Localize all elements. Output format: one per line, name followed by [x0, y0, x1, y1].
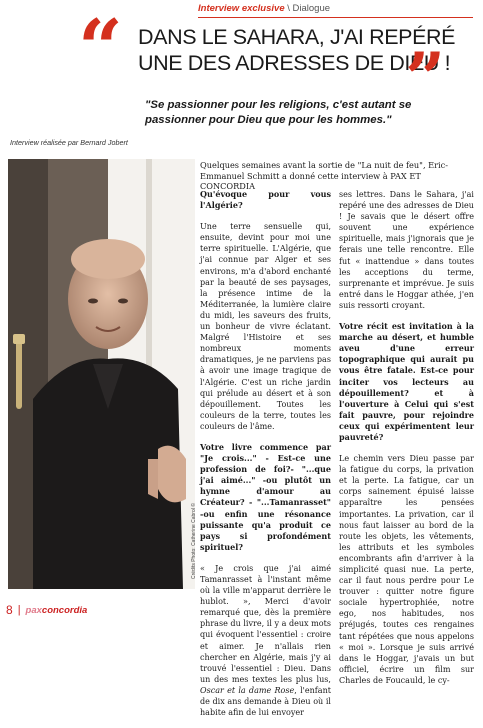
answer-2 [200, 563, 331, 718]
answer-1: Une terre sensuelle qui, ensuite, devint pour moi une terre spirituelle. L'Algérie, que j'ai connue par Alger et ses environs, m'a d'abord enchanté par la beauté de ses paysages, la présence intime de la Méditerranée, la lumière claire du midi, les saveurs des fruits, un bonheur de vivre éclatant. Malgré l'Histoire et ses nombreux moments dramatiques, je ne parviens pas à avoir une image tragique de l'Algérie. C'est un riche jardin qui prélude au désert et à son dépouillement. Toutes les couleurs de la terre, toutes les couleurs de l'âme. [200, 222, 331, 431]
photo-caption: Crédits Photo: Catherine Cabrol © [191, 503, 197, 579]
answer-2-text-a: « Je crois que j'ai aimé Tamanrasset à l'instant même où la ville m'apparut derrière le hublot. », Merci d'avoir remarqué que, dès la première phrase du livre, il y a deux mots qui évoquent l'essentiel : croire et aimer. Je n'allais rien chercher en Algérie, mais j'y ai trouvé l'essentiel : Dieu. Dans un des mes textes les plus lus, [200, 563, 331, 684]
intro-paragraph: Quelques semaines avant la sortie de "La nuit de feu", Eric-Emmanuel Schmitt a donné cette interview à PAX ET CONCORDIA [200, 160, 449, 191]
question-3: Votre récit est invitation à la marche au désert, et humble aveu d'une erreur topographique qui aurait pu vous être fatale. Est-ce pour inciter vos lecteurs au dépouillement? et à l'ouverture à Celui qui s'est fait pauvre, pour rejoindre ceux qui expérimentent leur pauvreté? [339, 321, 474, 442]
author-photo [8, 159, 195, 589]
section-label: Interview exclusive [198, 3, 285, 14]
pull-quote: "Se passionner pour les religions, c'est autant se passionner pour Dieu que pour les hommes." [145, 99, 412, 126]
title-line-2: UNE DES ADRESSES DE DIEU ! [138, 51, 451, 75]
page-number: 8 [6, 603, 13, 617]
magazine-logo [26, 605, 88, 616]
book-title-oscar: Oscar et la dame Rose [200, 685, 295, 695]
interview-credit: Interview réalisée par Bernard Jobert [10, 138, 128, 147]
open-quote-mark: “ [78, 3, 123, 94]
title-line-1: DANS LE SAHARA, J'AI REPÉRÉ [138, 25, 456, 49]
answer-2-text-b: , l'enfant de dix ans demande à Dieu où il habite afin de lui envoyer [200, 685, 331, 718]
author-photo-illustration [8, 159, 195, 589]
header-rule [198, 17, 473, 18]
subsection-label: Dialogue [292, 3, 331, 14]
question-2: Votre livre commence par "Je crois..." - Est-ce une profession de foi?- "...que j'ai aimé..." -ou plutôt un hymne d'amour au Créateur? - "...Tamanrasset" -ou enfin une résonance puissante qu'a produit ce pays si profondément spirituel? [200, 441, 331, 552]
text-column-1 [200, 189, 331, 728]
article-title [138, 24, 456, 76]
logo-pax: pax [25, 604, 42, 616]
text-column-2 [339, 189, 474, 696]
section-separator: \ [287, 3, 290, 14]
answer-2-continued: ses lettres. Dans le Sahara, j'ai repéré une des adresses de Dieu ! Je savais que le désert offre souvent une expérience spirituelle, mais j'ignorais que je ferais une telle rencontre. Elle fut « inattendue » dans toutes les acceptions du terme, surprenante et imprévue. Je suis entré dans le Hoggar athée, j'en suis ressorti croyant. [339, 190, 474, 310]
header-section [198, 3, 473, 17]
logo-concordia: concordia [41, 604, 88, 616]
answer-3: Le chemin vers Dieu passe par la fatigue du corps, la privation et la perte. La fatigue, car un corps sainement épuisé laisse apparaître les pensées importantes. La privation, car il nous faut laisser au bord de la route les objets, les vêtements, les attributs et les symboles encombrants afin d'arriver à la simplicité quasi nue. La perte, car il faut nous perdre pour Le trouver : quitter notre figure sociale hypertrophiée, notre ego, nos habitudes, nos préjugés, toutes ces rengaines tant répétées que nous appelons « moi ». Lorsque je suis arrivé dans le Hoggar, j'avais un but officiel, écrire un film sur Charles de Foucauld, le cy- [339, 454, 474, 685]
question-1: Qu'évoque pour vous l'Algérie? [200, 189, 331, 211]
close-quote-mark: ” [405, 37, 446, 120]
footer-separator: | [17, 604, 21, 616]
page-footer [6, 603, 87, 617]
